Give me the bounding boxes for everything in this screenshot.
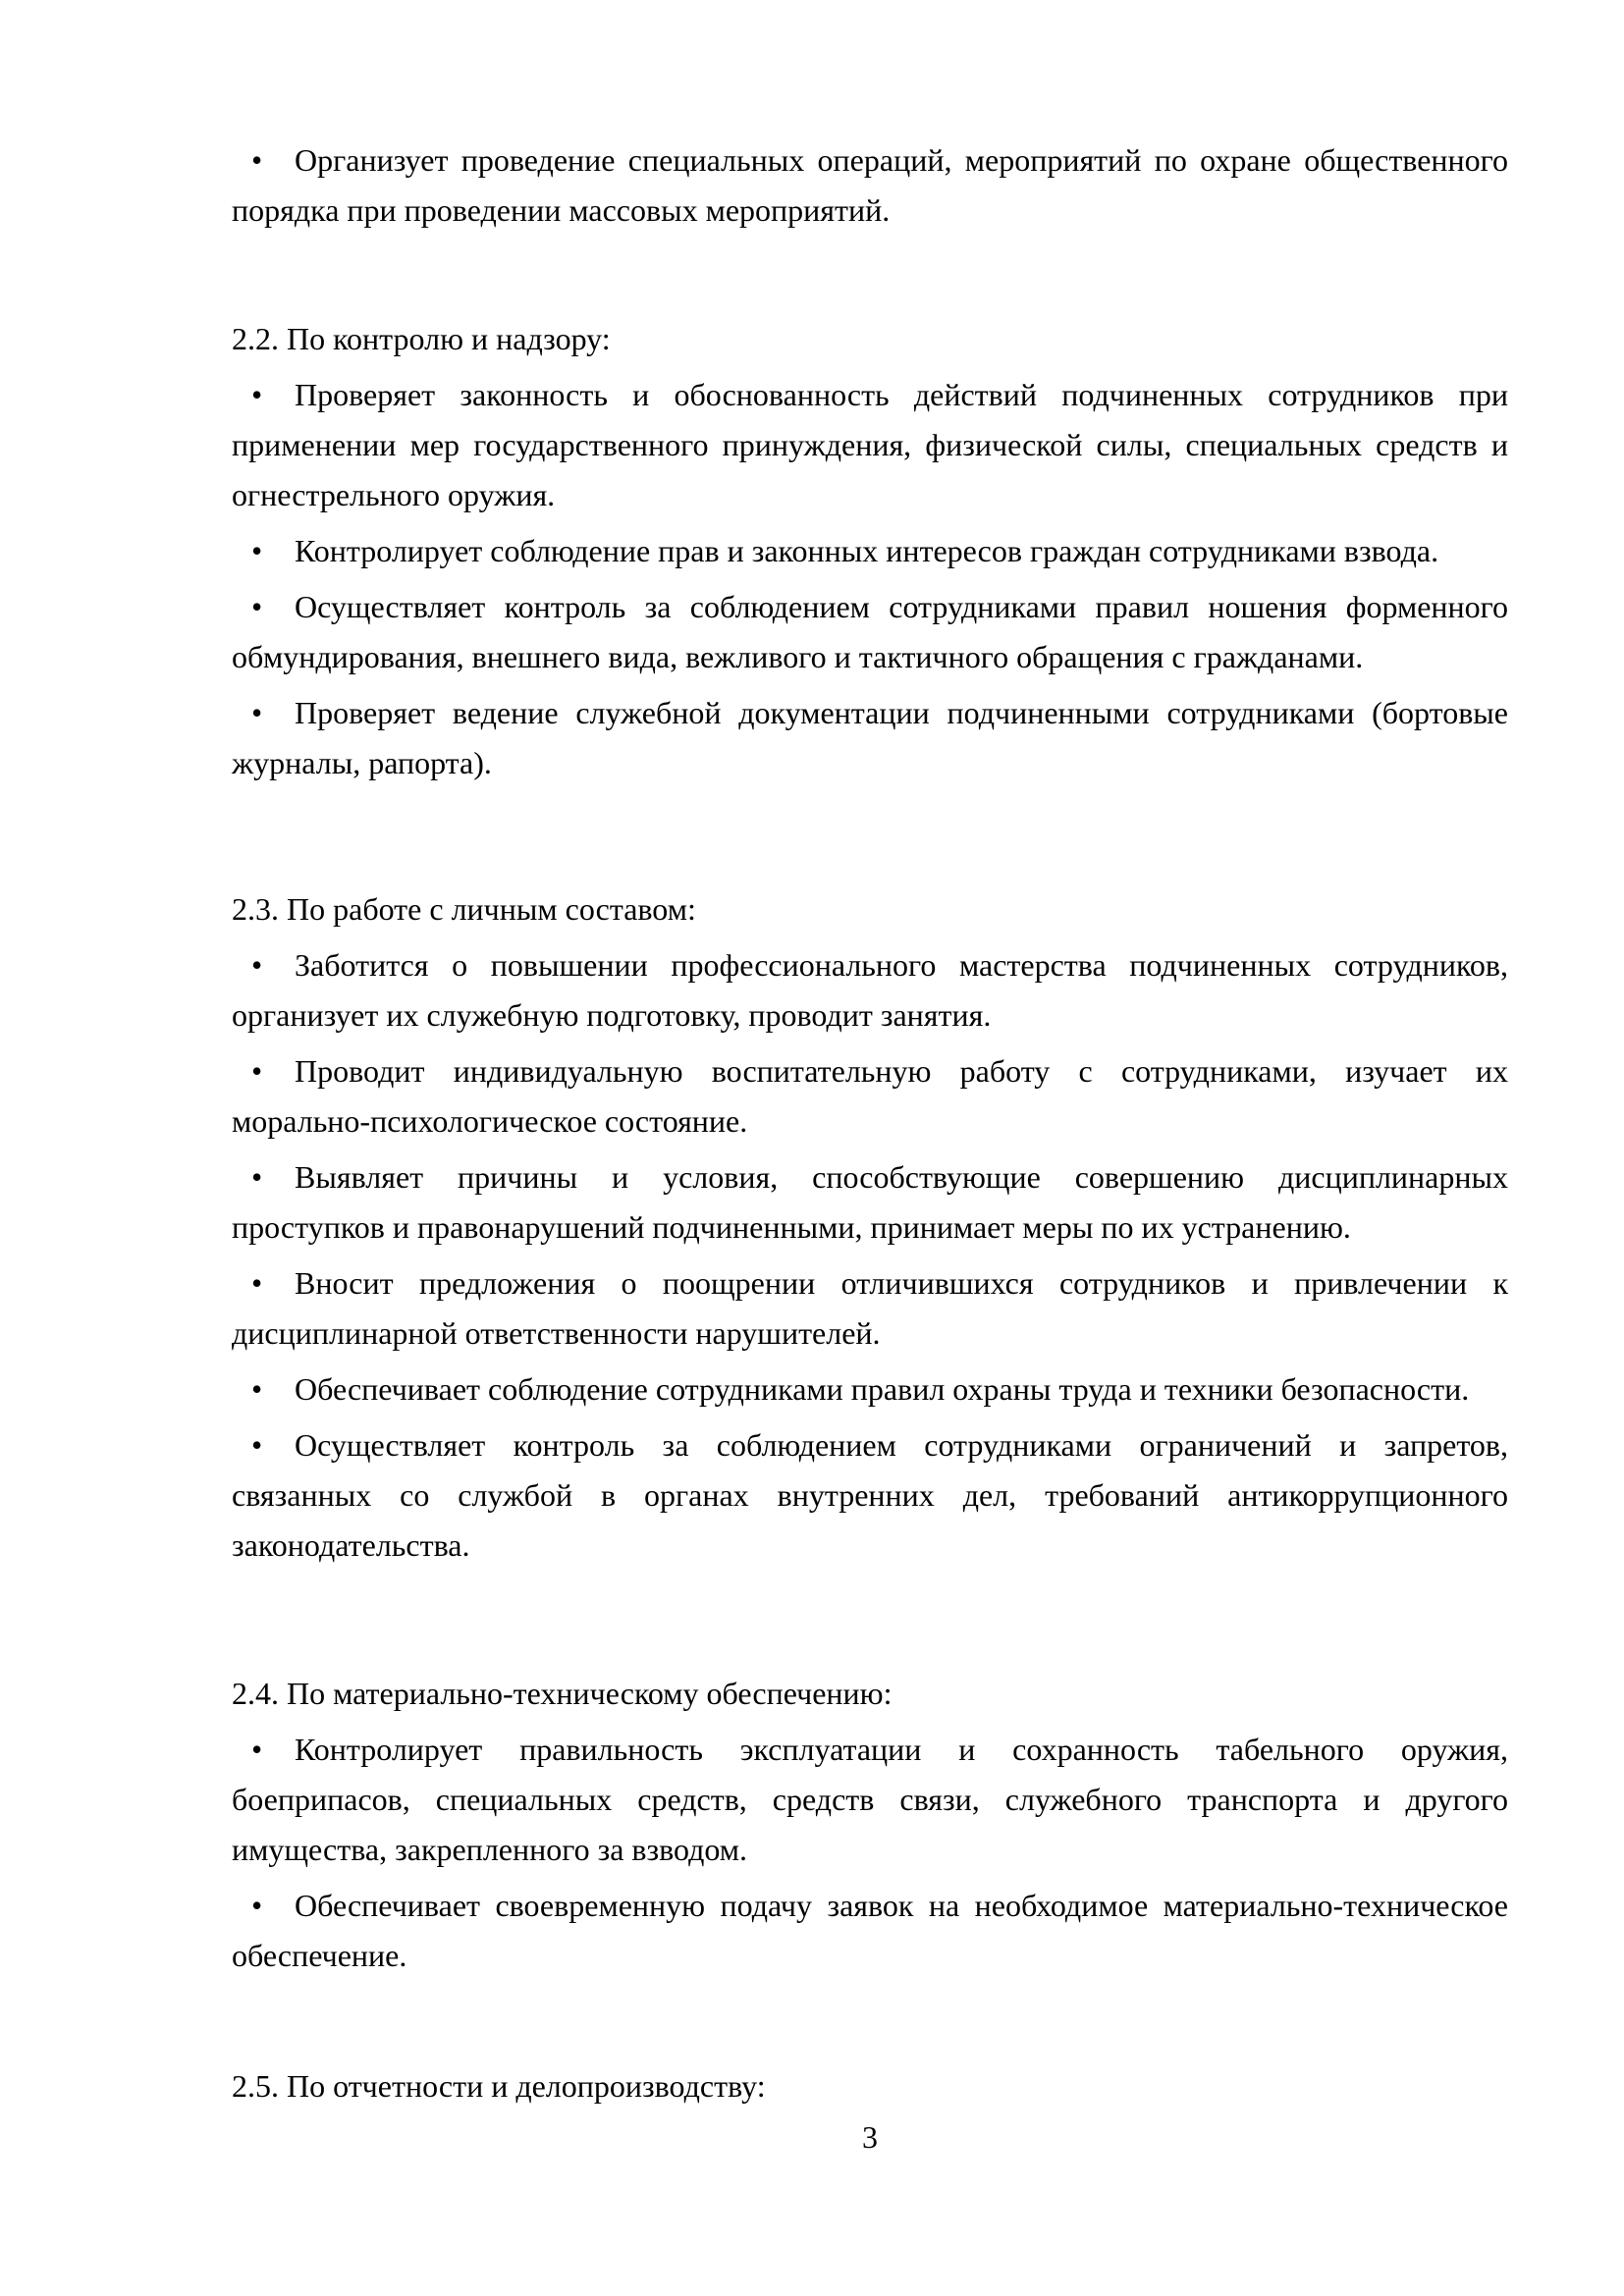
list-item	[232, 1420, 1508, 1571]
list-item-text: Вносит предложения о поощрении отличившихся сотрудников и привлечении к дисциплинарной ответственности нарушителей.	[232, 1265, 1508, 1351]
section-heading-2-4: 2.4. По материально-техническому обеспечению:	[232, 1676, 893, 1711]
list-item	[232, 940, 1508, 1041]
list-item-text: Контролирует соблюдение прав и законных интересов граждан сотрудниками взвода.	[295, 533, 1439, 568]
bullet-icon: •	[251, 1053, 263, 1089]
page-number: 3	[862, 2119, 878, 2155]
list-item	[232, 1364, 1508, 1415]
list-item-text: Организует проведение специальных операций, мероприятий по охране общественного порядка при проведении массовых мероприятий.	[232, 142, 1508, 228]
list-item-text: Выявляет причины и условия, способствующие совершению дисциплинарных проступков и правонарушений подчиненными, принимает меры по их устранению.	[232, 1159, 1508, 1245]
list-item-text: Заботится о повышении профессионального мастерства подчиненных сотрудников, организует их служебную подготовку, проводит занятия.	[232, 947, 1508, 1033]
section-heading-2-5: 2.5. По отчетности и делопроизводству:	[232, 2068, 766, 2104]
bullet-icon: •	[251, 1732, 263, 1767]
list-item	[232, 526, 1508, 576]
list-item	[232, 135, 1508, 236]
document-text-area	[232, 135, 1508, 2117]
list-item	[232, 1725, 1508, 1875]
list-item-text: Проверяет ведение служебной документации подчиненными сотрудниками (бортовые журналы, рапорта).	[232, 695, 1508, 780]
bullet-icon: •	[251, 1888, 263, 1923]
list-item	[232, 370, 1508, 520]
bullet-icon: •	[251, 142, 263, 178]
bullet-icon: •	[251, 1265, 263, 1301]
list-item	[232, 1258, 1508, 1359]
list-item	[232, 1881, 1508, 1981]
list-item	[232, 1046, 1508, 1147]
list-item	[232, 1152, 1508, 1253]
bullet-icon: •	[251, 589, 263, 624]
bullet-icon: •	[251, 947, 263, 983]
section-heading-2-2: 2.2. По контролю и надзору:	[232, 321, 611, 356]
list-item	[232, 688, 1508, 788]
list-item-text: Осуществляет контроль за соблюдением сотрудниками правил ношения форменного обмундирования, внешнего вида, вежливого и тактичного обращения с гражданами.	[232, 589, 1508, 674]
list-item-text: Обеспечивает соблюдение сотрудниками правил охраны труда и техники безопасности.	[295, 1371, 1470, 1407]
bullet-icon: •	[251, 533, 263, 568]
list-item-text: Проверяет законность и обоснованность действий подчиненных сотрудников при применении мер государственного принуждения, физической силы, специальных средств и огнестрельного оружия.	[232, 377, 1508, 512]
list-item-text: Проводит индивидуальную воспитательную работу с сотрудниками, изучает их морально-психологическое состояние.	[232, 1053, 1508, 1139]
bullet-icon: •	[251, 1159, 263, 1195]
bullet-icon: •	[251, 1371, 263, 1407]
section-heading-2-3: 2.3. По работе с личным составом:	[232, 891, 696, 927]
list-item-text: Контролирует правильность эксплуатации и сохранность табельного оружия, боеприпасов, специальных средств, средств связи, служебного транспорта и другого имущества, закрепленного за взводом.	[232, 1732, 1508, 1867]
bullet-icon: •	[251, 695, 263, 730]
list-item	[232, 582, 1508, 682]
bullet-icon: •	[251, 377, 263, 412]
bullet-icon: •	[251, 1427, 263, 1463]
list-item-text: Осуществляет контроль за соблюдением сотрудниками ограничений и запретов, связанных со службой в органах внутренних дел, требований антикоррупционного законодательства.	[232, 1427, 1508, 1563]
list-item-text: Обеспечивает своевременную подачу заявок на необходимое материально-техническое обеспечение.	[232, 1888, 1508, 1973]
